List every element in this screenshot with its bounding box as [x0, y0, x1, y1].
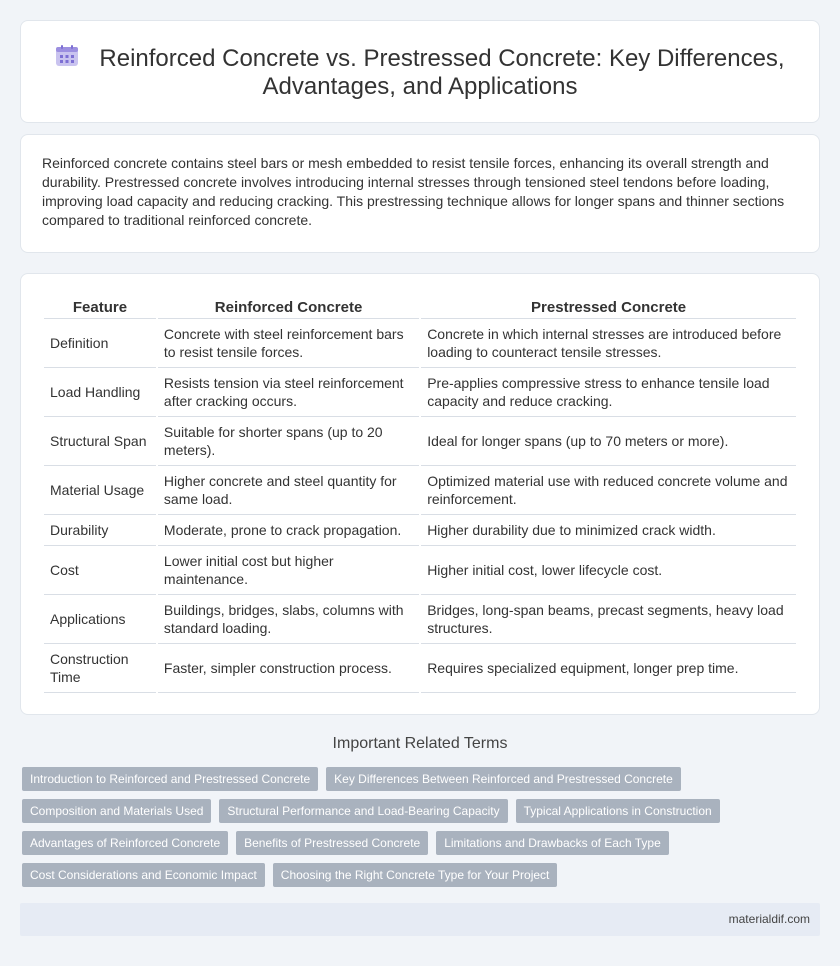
title-card [20, 20, 820, 123]
reinforced-cell: Moderate, prone to crack propagation. [158, 515, 419, 546]
title-line-1: Reinforced Concrete vs. Prestressed Concrete: Key Differences, [99, 45, 785, 72]
table-row [44, 644, 796, 693]
intro-card [20, 134, 820, 253]
related-tag[interactable]: Introduction to Reinforced and Prestressed Concrete [22, 767, 318, 791]
title-line-2: Advantages, and Applications [262, 73, 578, 100]
reinforced-cell: Concrete with steel reinforcement bars to resist tensile forces. [158, 319, 419, 368]
feature-cell: Durability [44, 515, 156, 546]
header-prestressed: Prestressed Concrete [421, 293, 796, 319]
feature-cell: Definition [44, 319, 156, 368]
prestressed-cell: Concrete in which internal stresses are introduced before loading to counteract tensile stresses. [421, 319, 796, 368]
related-terms-tags [22, 767, 822, 895]
table-row [44, 595, 796, 644]
reinforced-cell: Resists tension via steel reinforcement after cracking occurs. [158, 368, 419, 417]
reinforced-cell: Suitable for shorter spans (up to 20 meters). [158, 417, 419, 466]
related-tag[interactable]: Limitations and Drawbacks of Each Type [436, 831, 669, 855]
reinforced-cell: Higher concrete and steel quantity for same load. [158, 466, 419, 515]
reinforced-cell: Buildings, bridges, slabs, columns with standard loading. [158, 595, 419, 644]
table-row [44, 417, 796, 466]
related-tag[interactable]: Structural Performance and Load-Bearing Capacity [219, 799, 507, 823]
related-tag[interactable]: Key Differences Between Reinforced and Prestressed Concrete [326, 767, 681, 791]
related-tag[interactable]: Benefits of Prestressed Concrete [236, 831, 428, 855]
feature-cell: Cost [44, 546, 156, 595]
reinforced-cell: Faster, simpler construction process. [158, 644, 419, 693]
related-tag[interactable]: Choosing the Right Concrete Type for Your Project [273, 863, 558, 887]
related-tag[interactable]: Typical Applications in Construction [516, 799, 720, 823]
feature-cell: Structural Span [44, 417, 156, 466]
related-terms-title: Important Related Terms [332, 735, 508, 752]
comparison-table [42, 293, 798, 693]
related-tag[interactable]: Cost Considerations and Economic Impact [22, 863, 265, 887]
calendar-icon [55, 45, 81, 67]
related-tag[interactable]: Composition and Materials Used [22, 799, 211, 823]
related-tag[interactable]: Advantages of Reinforced Concrete [22, 831, 228, 855]
table-row [44, 368, 796, 417]
table-row [44, 546, 796, 595]
prestressed-cell: Bridges, long-span beams, precast segments, heavy load structures. [421, 595, 796, 644]
intro-paragraph: Reinforced concrete contains steel bars or mesh embedded to resist tensile forces, enhancing its overall strength and durability. Prestressed concrete involves introducing internal stresses through tensioned steel tendons before loading, improving load capacity and reducing cracking. This prestressing technique allows for longer spans and thinner sections compared to traditional reinforced concrete. [42, 155, 785, 228]
feature-cell: Load Handling [44, 368, 156, 417]
prestressed-cell: Higher durability due to minimized crack width. [421, 515, 796, 546]
footer-site-link[interactable]: materialdif.com [728, 912, 810, 926]
feature-cell: Applications [44, 595, 156, 644]
table-row [44, 515, 796, 546]
comparison-card [20, 273, 820, 715]
feature-cell: Material Usage [44, 466, 156, 515]
footer [20, 903, 820, 936]
prestressed-cell: Higher initial cost, lower lifecycle cost. [421, 546, 796, 595]
table-row [44, 319, 796, 368]
page-title [21, 45, 819, 101]
table-row [44, 466, 796, 515]
prestressed-cell: Optimized material use with reduced concrete volume and reinforcement. [421, 466, 796, 515]
prestressed-cell: Requires specialized equipment, longer prep time. [421, 644, 796, 693]
reinforced-cell: Lower initial cost but higher maintenance. [158, 546, 419, 595]
prestressed-cell: Ideal for longer spans (up to 70 meters or more). [421, 417, 796, 466]
table-header-row [44, 293, 796, 319]
feature-cell: Construction Time [44, 644, 156, 693]
header-feature: Feature [44, 293, 156, 319]
header-reinforced: Reinforced Concrete [158, 293, 419, 319]
prestressed-cell: Pre-applies compressive stress to enhance tensile load capacity and reduce cracking. [421, 368, 796, 417]
